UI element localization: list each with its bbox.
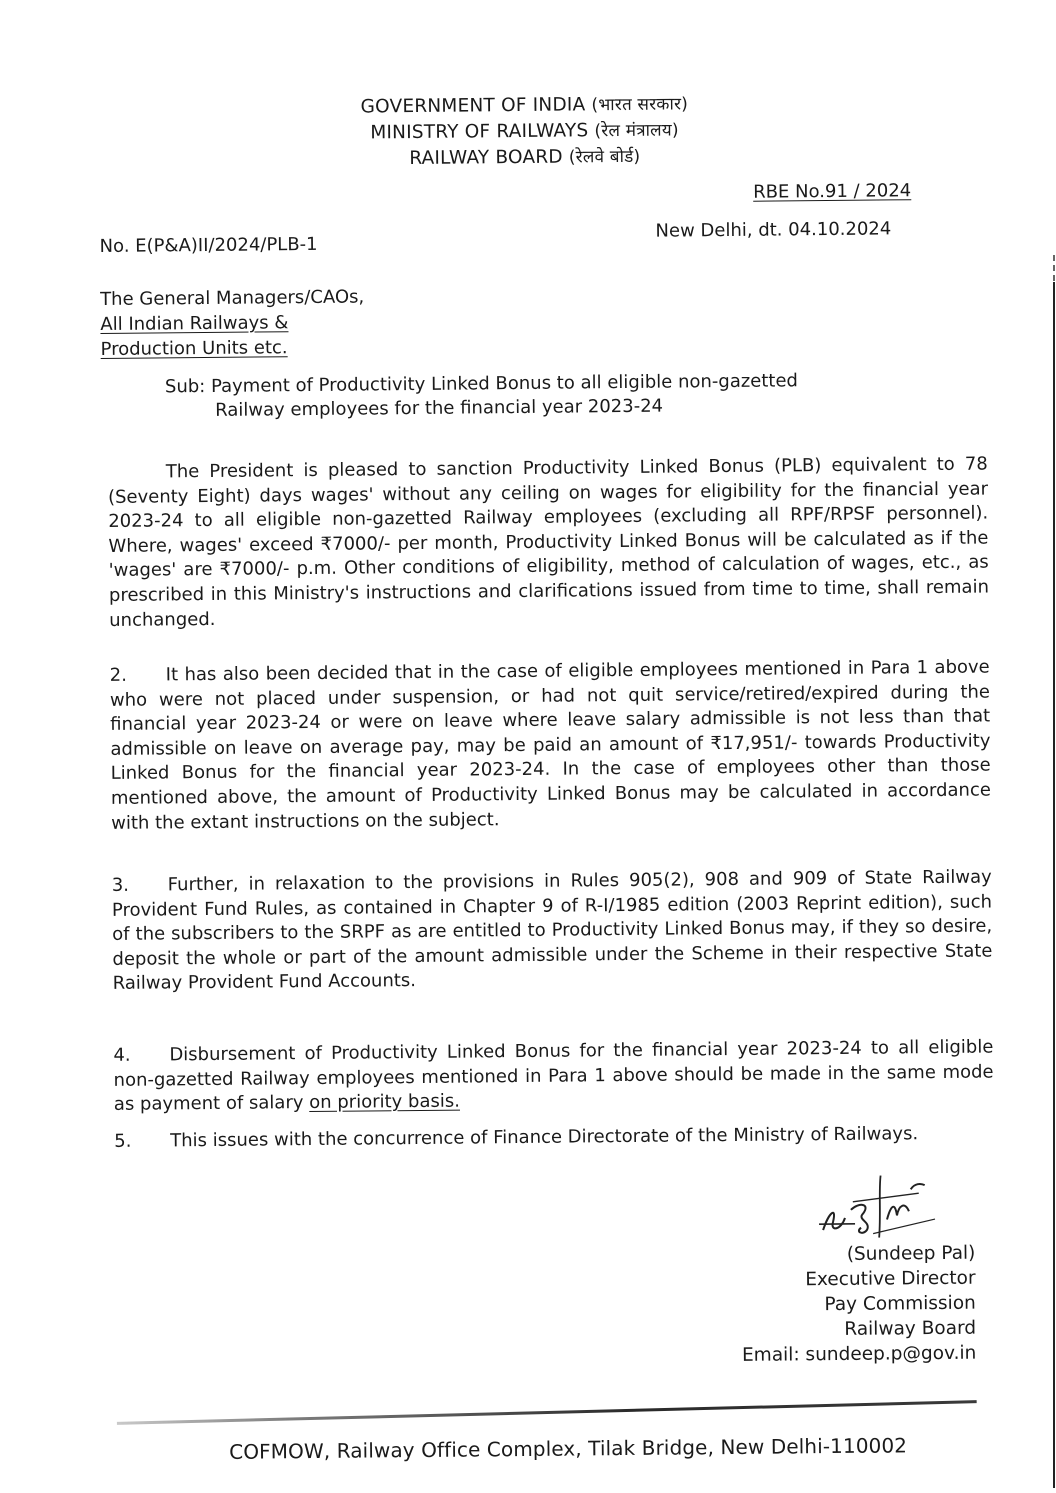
paragraph-1: The President is pleased to sanction Productivity Linked Bonus (PLB) equivalent to 78 (Seventy Eight) days wages' without any ceiling on wages for eligibility for the financial year 2023-24 to all eligible non-gazetted Railway employees (excluding all RPF/RPSF personnel). Where, wages' exceed ₹7000/- per month, Productivity Linked Bonus will be calculated as if the 'wages' are ₹7000/- p.m. Other conditions of eligibility, method of calculation of wages, etc., as prescribed in this Ministry's instructions and clarifications issued from time to time, shall remain unchanged. [107, 453, 990, 631]
paragraph-number: 4. [113, 1044, 131, 1066]
letterhead-line-board: RAILWAY BOARD (रेलवे बोर्ड) [409, 146, 641, 170]
subject-line: Sub: Payment of Productivity Linked Bonus to all eligible non-gazetted Railway employees for the financial year 2023-24 [164, 370, 799, 421]
signatory-department: Pay Commission [824, 1292, 976, 1316]
scan-edge-line [1053, 255, 1055, 281]
file-number: No. E(P&A)II/2024/PLB-1 [99, 233, 318, 258]
footer-address: COFMOW, Railway Office Complex, Tilak Bridge, New Delhi-110002 [229, 1433, 908, 1464]
scan-edge-line [1053, 282, 1055, 1488]
place-date: New Delhi, dt. 04.10.2024 [655, 218, 892, 242]
rbe-number: RBE No.91 / 2024 [753, 180, 912, 203]
addressee-line: The General Managers/CAOs, [100, 286, 365, 311]
signatory-office: Railway Board [844, 1317, 977, 1340]
priority-basis-emphasis: on priority basis. [309, 1090, 461, 1114]
paragraph-2: 2. It has also been decided that in the case of eligible employees mentioned in Para 1 above who were not placed under suspension, or had not quit service/retired/expired during the financial year 2023-24 or were on leave where leave salary admissible is not less than that admissible on leave on average pay, may be paid an amount of ₹17,951/- towards Productivity Linked Bonus for the financial year 2023-24. In the case of employees other than those mentioned above, the amount of Productivity Linked Bonus may be calculated in accordance with the extant instructions on the subject. [109, 656, 991, 834]
letterhead-line-government: GOVERNMENT OF INDIA (भारत सरकार) [360, 94, 689, 118]
paragraph-number: 5. [114, 1130, 132, 1152]
addressee-block [100, 284, 365, 362]
letterhead [294, 91, 755, 173]
paragraph-number: 2. [109, 664, 128, 686]
signatory-designation: Executive Director [805, 1267, 976, 1291]
letterhead-line-ministry: MINISTRY OF RAILWAYS (रेल मंत्रालय) [370, 120, 679, 144]
signatory-block [645, 1241, 976, 1369]
signatory-email: Email: sundeep.p@gov.in [741, 1342, 977, 1366]
paragraph-number: 3. [111, 874, 130, 896]
handwritten-signature-icon [815, 1171, 956, 1242]
paragraph-5: 5. This issues with the concurrence of Finance Directorate of the Ministry of Railways. [114, 1121, 994, 1154]
footer-divider [117, 1400, 977, 1425]
paragraph-3: 3. Further, in relaxation to the provisions in Rules 905(2), 908 and 909 of State Railway Provident Fund Rules, as contained in Chapter 9 of R-I/1985 edition (2003 Reprint edition), such of the subscribers to the SRPF as are entitled to Productivity Linked Bonus may, if they so desire, deposit the whole or part of the amount admissible under the Scheme in their respective State Railway Provident Fund Accounts. [111, 866, 993, 995]
addressee-line: Production Units etc. [100, 337, 288, 361]
paragraph-4: 4. Disbursement of Productivity Linked Bonus for the financial year 2023-24 to all eligible non-gazetted Railway employees mentioned in Para 1 above should be made in the same mode as payment of salary on priority basis. [113, 1036, 994, 1116]
addressee-line: All Indian Railways & [100, 312, 289, 336]
signatory-name: (Sundeep Pal) [846, 1242, 976, 1265]
